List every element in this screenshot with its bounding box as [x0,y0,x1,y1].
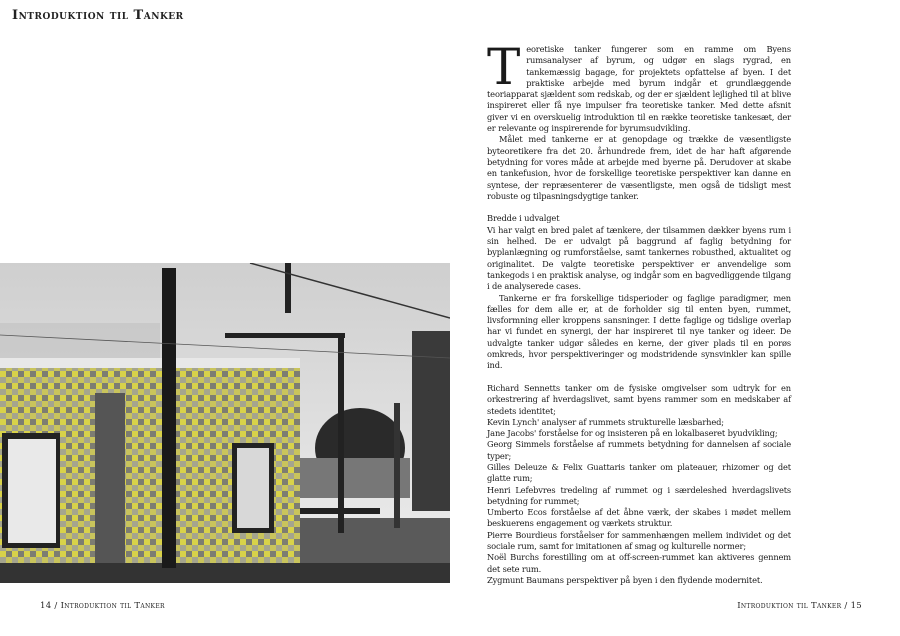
footer-left-page-number: 14 / Introduktion til Tanker [40,601,165,611]
list-item: Richard Sennetts tanker om de fysiske omgivelser som udtryk for en orkestrering af hverdagslivet, samt byens rammer som en medskaber af stedets identitet; [487,382,791,416]
list-item: Georg Simmels forståelse af rummets betydning for dannelsen af sociale typer; [487,439,791,461]
list-item: Gilles Deleuze & Felix Guattaris tanker om plateauer, rhizomer og det glatte rum; [487,461,791,484]
subheading: Bredde i udvalget [487,213,560,224]
running-header: Introduktion til Tanker [12,8,184,23]
list-item: Jane Jacobs' forståelse for og insisteren på en lokalbaseret byudvikling; [487,428,778,439]
article-column [487,38,791,586]
list-item: Noël Burchs forestilling om at off-screen-rummet kan aktiveres gennem det sete rum. [487,552,791,574]
goal-paragraph: Målet med tankerne er at genopdage og trække de væsentligste byteoretikere fra det 20. århundrede frem, idet de har haft afgørende betydning for vores måde at arbejde med byerne på. Derudover at skabe en tankefusion, hvor de forskellige teoretiske perspektiver kan danne en syntese, der repræsenterer de væsentligste, men også de tidsligt mest robuste og tilpasningsdygtige tanker. [487,134,791,201]
intro-paragraph: eoretiske tanker fungerer som en ramme om Byens rumsanalyser af byrum, og udgør en slags rygrad, en tankemæssig bagage, for projektets opfattelse af byen. I det praktiske arbejde med byrum indgår et grundlæggende teoriapparat sjældent som redskab, og der er sjældent lejlighed til at blive inspireret eller få nye impulser fra teoretiske tanker. Med dette afsnit giver vi en overskuelig introduktion til en række teoretiske tankesæt, der er relevante og inspirerende for byrumsudvikling. [487,44,791,134]
list-item: Umberto Ecos forståelse af det åbne værk, der skabes i mødet mellem beskuerens engagement og værkets struktur. [487,507,791,529]
list-item: Pierre Bourdieus forståelser for sammenhængen mellem individet og det sociale rum, samt for imitationen af smag og kulturelle normer; [487,529,791,552]
photo-station-platform [0,263,450,583]
thinkers-paragraph: Tankerne er fra forskellige tidsperioder og faglige paradigmer, men fælles for dem alle er, at de forholder sig til enten byen, rummet, livsformning eller kroppens sansninger. I dette faglige og tidslige overlap har vi fundet en synergi, der har inspireret til nye tanker og ideer. De udvalgte tanker udgør således en kerne, der giver plads til en porøs omkreds, hvor perspektiveringer og modstridende synsvinkler kan spille ind. [487,292,791,371]
list-item: Zygmunt Baumans perspektiver på byen i den flydende modernitet. [487,574,763,585]
selection-paragraph: Vi har valgt en bred palet af tænkere, der tilsammen dækker byens rum i sin helhed. De er udvalgt på baggrund af faglig betydning for byplanlægning og rumforståelse, samt tankernes robusthed, aktualitet og originalitet. De valgte teoretiske perspektiver er anvendelige som tankegods i en praktisk analyse, og indgår som en bagvedliggende tilgang i de analyserede cases. [487,224,791,292]
thinkers-list [487,383,791,586]
drop-cap: T [487,38,521,96]
list-item: Henri Lefebvres tredeling af rummet og i særdeleshed hverdagslivets betydning for rummet; [487,484,791,506]
footer-right-page-number: Introduktion til Tanker / 15 [737,601,862,611]
list-item: Kevin Lynch' analyser af rummets strukturelle læsbarhed; [487,416,724,427]
